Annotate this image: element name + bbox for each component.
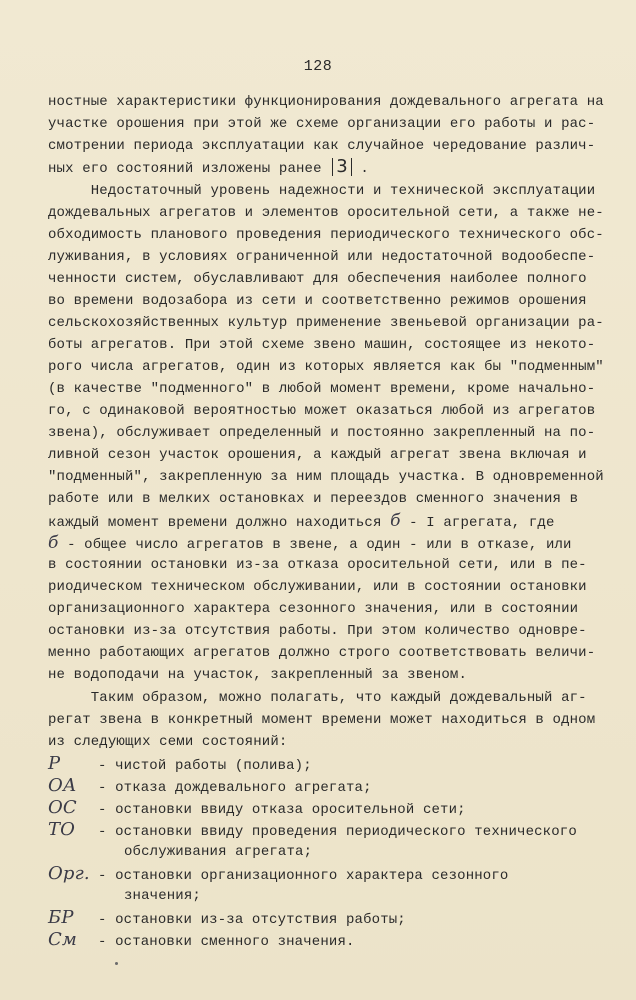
text-line: организационного характера сезонного значения, или в состоянии bbox=[48, 601, 579, 617]
state-text: - остановки организационного характера сезонного bbox=[98, 868, 509, 884]
state-item bbox=[48, 930, 355, 952]
text-line: го, с одинаковой вероятностью может оказаться любой из агрегатов bbox=[48, 403, 596, 419]
text-line: ченности систем, обуславливают для обеспечения наиболее полного bbox=[48, 271, 587, 287]
text-line: луживания, в условиях ограниченной или недостаточной водообеспе- bbox=[48, 249, 596, 265]
state-text: - остановки из-за отсутствия работы; bbox=[98, 912, 406, 928]
state-code: ОС bbox=[48, 797, 77, 818]
state-continuation: обслуживания агрегата; bbox=[124, 844, 313, 860]
sigma-symbol: б bbox=[48, 533, 59, 553]
state-code: БР bbox=[48, 907, 74, 928]
state-text: - остановки ввиду проведения периодического технического bbox=[98, 824, 577, 840]
state-item bbox=[48, 820, 577, 842]
text-line: менно работающих агрегатов должно строго соответствовать величи- bbox=[48, 645, 596, 661]
text-line: (в качестве "подменного" в любой момент времени, кроме начально- bbox=[48, 381, 596, 397]
state-text: - отказа дождевального агрегата; bbox=[98, 780, 372, 796]
text-line: ливной сезон участок орошения, а каждый агрегат звена включая и bbox=[48, 447, 587, 463]
text-line-with-symbol bbox=[48, 511, 555, 533]
text-line: ностные характеристики функционирования дождевального агрегата на bbox=[48, 94, 604, 110]
state-code: См bbox=[48, 929, 77, 950]
state-code: ОА bbox=[48, 775, 77, 796]
state-code: ТО bbox=[48, 819, 76, 840]
state-code: Орг. bbox=[48, 863, 90, 884]
state-item bbox=[48, 908, 406, 930]
page-number: 128 bbox=[303, 58, 333, 75]
text-fragment: - I агрегата, где bbox=[400, 515, 555, 531]
text-line: работе или в мелких остановках и переездов сменного значения в bbox=[48, 491, 579, 507]
state-item bbox=[48, 754, 312, 776]
text-line: "подменный", закрепленную за ним площадь участка. В одновременной bbox=[48, 469, 604, 485]
state-item bbox=[48, 798, 466, 820]
sigma-symbol: б bbox=[390, 511, 401, 531]
text-line: риодическом техническом обслуживании, или в состоянии остановки bbox=[48, 579, 587, 595]
text-line: в состоянии остановки из-за отказа оросительной сети, или в пе- bbox=[48, 557, 587, 573]
text-line: боты агрегатов. При этой схеме звено машин, состоящее из некото- bbox=[48, 337, 596, 353]
state-code: Р bbox=[48, 753, 61, 774]
text-line: из следующих семи состояний: bbox=[48, 734, 288, 750]
text-line: звена), обслуживает определенный и постоянно закрепленный на по- bbox=[48, 425, 596, 441]
state-item bbox=[48, 864, 508, 886]
citation-ref: 3 bbox=[332, 158, 352, 176]
text-line: Недостаточный уровень надежности и технической эксплуатации bbox=[48, 183, 596, 199]
text-line: сельскохозяйственных культур применение звеньевой организации ра- bbox=[48, 315, 604, 331]
text-fragment: ных его состояний изложены ранее bbox=[48, 161, 322, 177]
text-line: обходимость планового проведения периодического технического обс- bbox=[48, 227, 604, 243]
text-fragment: каждый момент времени должно находиться bbox=[48, 515, 391, 531]
state-text: - остановки сменного значения. bbox=[98, 934, 355, 950]
text-line: участке орошения при этой же схеме организации его работы и рас- bbox=[48, 116, 596, 132]
state-text: - чистой работы (полива); bbox=[98, 758, 312, 774]
text-line: Таким образом, можно полагать, что каждый дождевальный аг- bbox=[48, 690, 587, 706]
text-line: не водоподачи на участок, закрепленный за звеном. bbox=[48, 667, 468, 683]
text-line: смотрении периода эксплуатации как случайное чередование различ- bbox=[48, 138, 596, 154]
ink-dot bbox=[115, 962, 118, 965]
text-line: дождевальных агрегатов и элементов оросительной сети, а также не- bbox=[48, 205, 604, 221]
text-line: рого числа агрегатов, один из которых является как бы "подменным" bbox=[48, 359, 604, 375]
state-continuation: значения; bbox=[124, 888, 201, 904]
text-line: остановки из-за отсутствия работы. При этом количество одновре- bbox=[48, 623, 587, 639]
text-line-with-symbol bbox=[48, 533, 572, 555]
text-fragment: - общее число агрегатов в звене, а один - или в отказе, или bbox=[58, 537, 572, 553]
state-text: - остановки ввиду отказа оросительной сети; bbox=[98, 802, 466, 818]
text-line: регат звена в конкретный момент времени может находиться в одном bbox=[48, 712, 596, 728]
text-line-with-ref: ных его состояний изложены ранее 3 . bbox=[48, 156, 369, 177]
state-item bbox=[48, 776, 372, 798]
text-line: во времени водозабора из сети и соответственно режимов орошения bbox=[48, 293, 587, 309]
